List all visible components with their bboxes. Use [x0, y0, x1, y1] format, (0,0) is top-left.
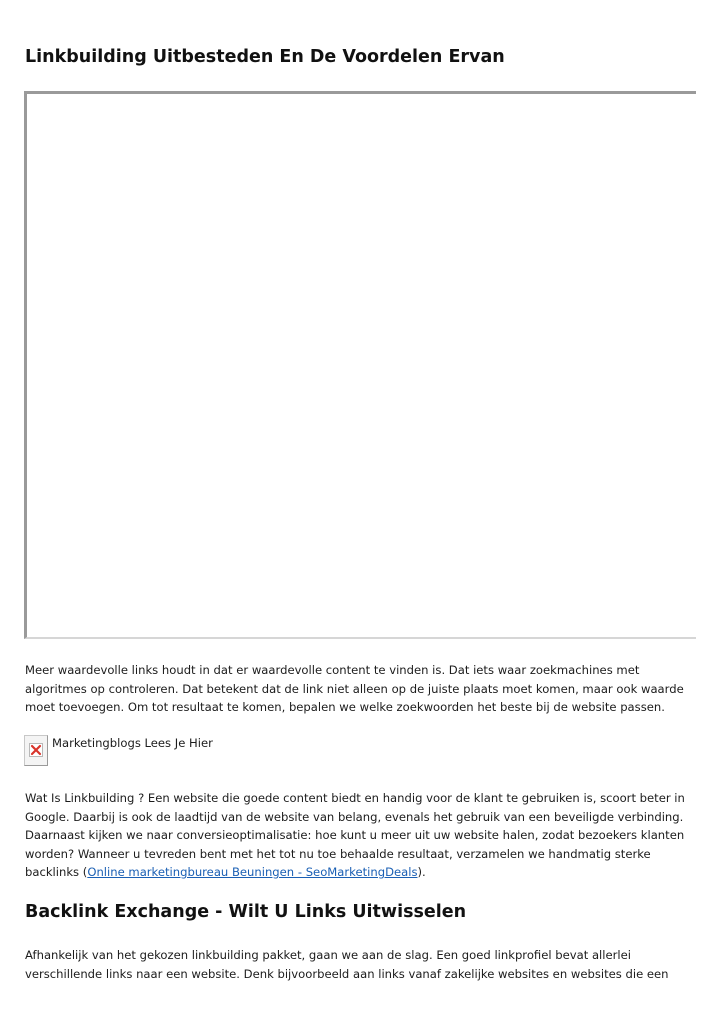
body-paragraph-end: ).: [417, 865, 426, 879]
section-paragraph: Afhankelijk van het gekozen linkbuilding pakket, gaan we aan de slag. Een goed linkprofiel bevat allerlei verschillende links naar een website. Denk bijvoorbeeld aan links vanaf zakelijke websites en websites die een: [25, 948, 669, 981]
page-title: Linkbuilding Uitbesteden En De Voordelen Ervan: [25, 47, 505, 67]
embedded-frame[interactable]: [24, 91, 696, 639]
broken-image: [24, 735, 48, 766]
body-paragraph: [25, 789, 697, 882]
body-paragraph-text: Wat Is Linkbuilding ? Een website die goede content biedt en handig voor de klant te gebruiken is, scoort beter in Google. Daarbij is ook de laadtijd van de website van belang, evenals het gebruik van een beveiligde verbinding. Daarnaast kijken we naar conversieoptimalisatie: hoe kunt u meer uit uw website halen, zodat bezoekers klanten worden? Wanneer u tevreden bent met het tot nu toe behaalde resultaat, verzamelen we handmatig sterke backlinks (: [25, 791, 685, 879]
intro-paragraph: Meer waardevolle links houdt in dat er waardevolle content te vinden is. Dat iets waar zoekmachines met algoritmes op controleren. Dat betekent dat de link niet alleen op de juiste plaats moet komen, maar ook waarde moet toevoegen. Om tot resultaat te komen, bepalen we welke zoekwoorden het beste bij de website passen.: [25, 663, 684, 714]
image-alt-text: Marketingblogs Lees Je Hier: [52, 736, 213, 750]
broken-image-icon: [29, 743, 43, 757]
seomarketingdeals-link[interactable]: Online marketingbureau Beuningen - SeoMarketingDeals: [87, 865, 418, 879]
section-heading: Backlink Exchange - Wilt U Links Uitwisselen: [25, 902, 467, 922]
